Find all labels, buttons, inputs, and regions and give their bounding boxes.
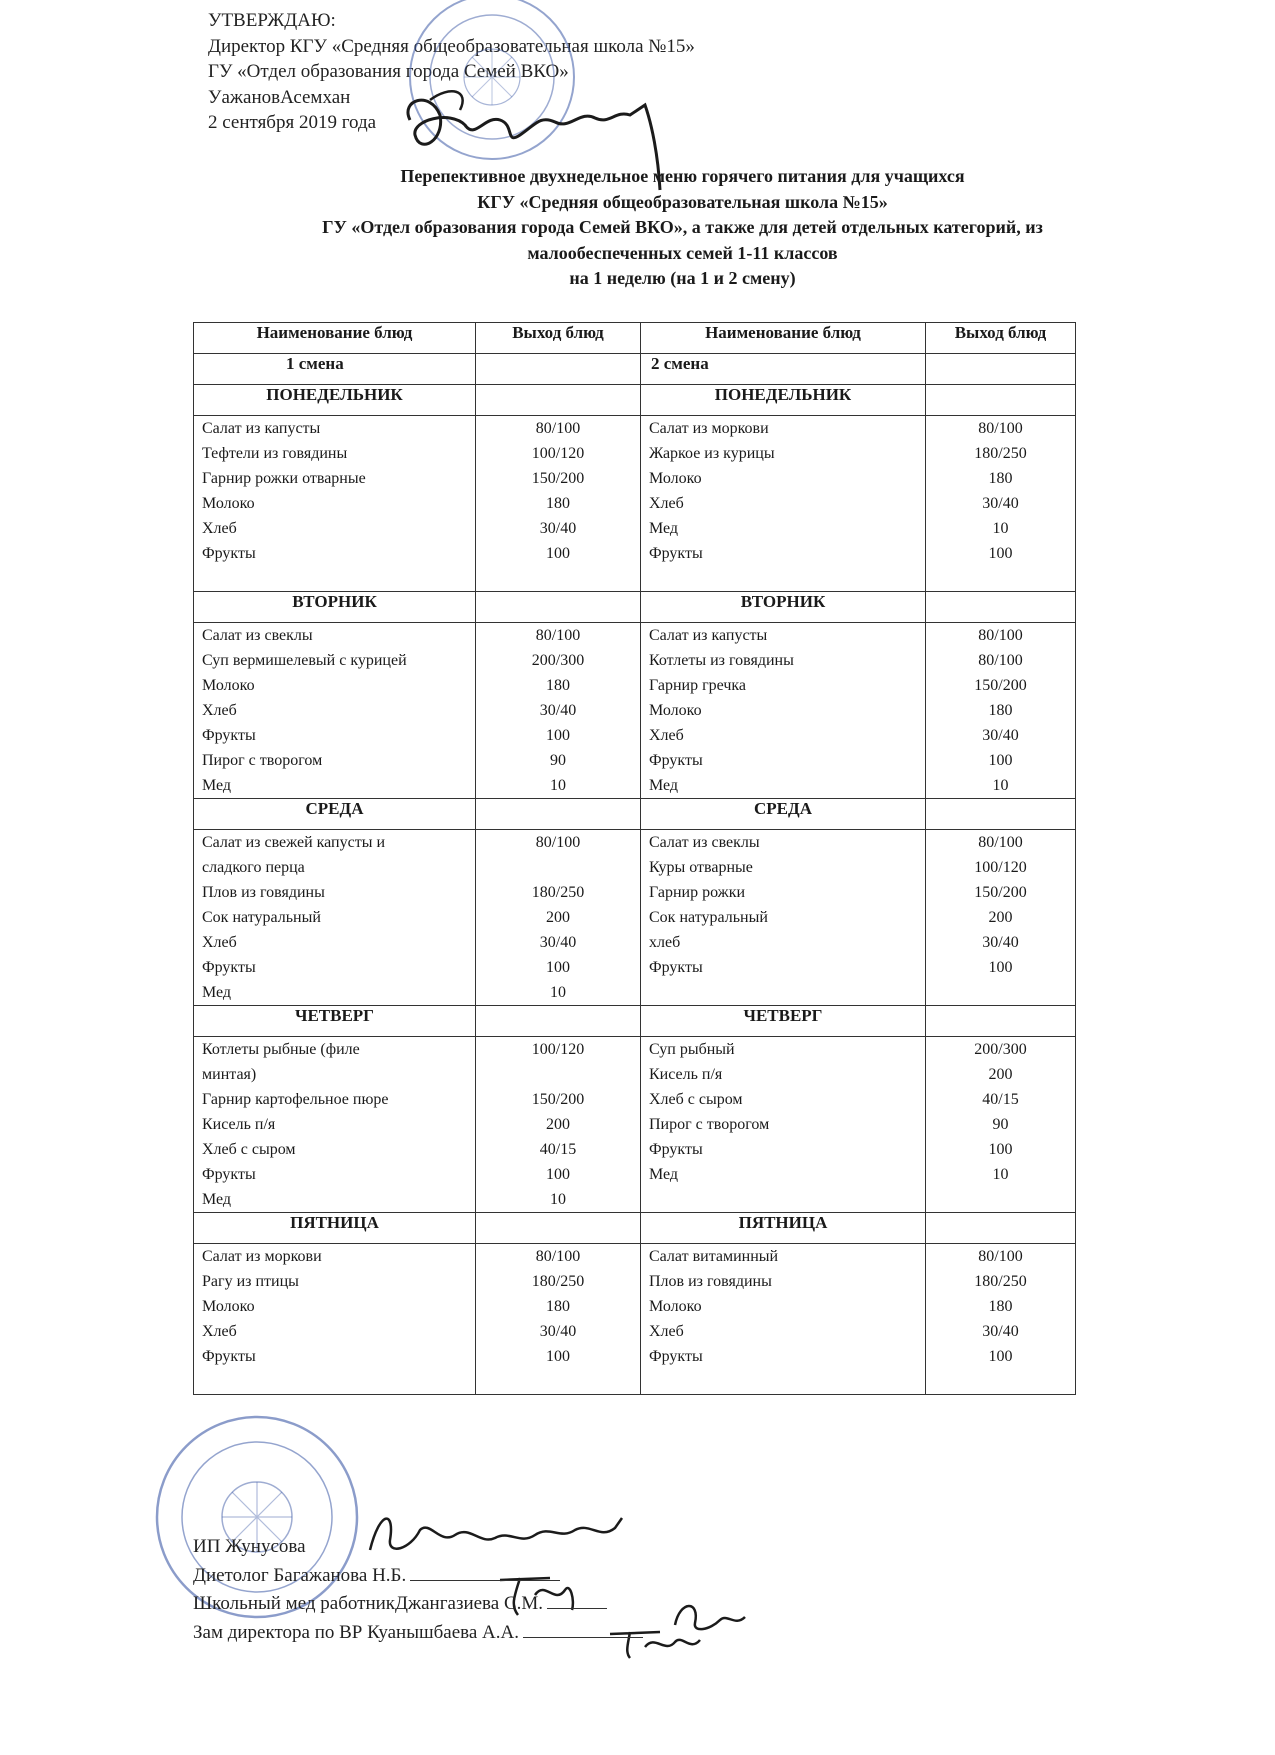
header-portion-1: Выход блюд [476,323,641,354]
dish-portion: 80/100 [978,1248,1023,1265]
dish-name: Салат из капусты [649,627,768,644]
day-empty [926,1213,1076,1244]
dish-name: Мед [202,1191,232,1208]
dish-portion: 100 [546,1348,570,1365]
portion-list [926,1037,1076,1213]
dish-portion: 40/15 [539,1141,577,1158]
dish-portion: 150/200 [974,677,1027,694]
dish-portion: 90 [550,752,566,769]
empty-line [476,1369,640,1394]
day-row [194,385,1076,416]
dish-name: Фрукты [202,545,256,562]
dish-portion: 10 [550,984,566,1001]
dish-portion: 200 [988,1066,1013,1083]
dish-name: Хлеб [202,1323,237,1340]
day-empty [476,592,641,623]
dish-name: Пирог с творогом [649,1116,770,1133]
dish-list [641,1244,926,1395]
dish-portion: 200/300 [531,652,585,669]
dish-portion: 100 [988,545,1013,562]
dish-portion [476,855,640,880]
dish-portion: 200 [988,909,1013,926]
approval-date: 2 сентября 2019 года [208,112,377,133]
dish-list [641,623,926,799]
portion-list [476,1244,641,1395]
day-empty [476,1006,641,1037]
sign-ip [193,1533,643,1562]
dish-name: Молоко [202,1298,255,1315]
table-header-row [194,323,1076,354]
dish-portion: 40/15 [982,1091,1019,1108]
approval-director: Директор КГУ «Средняя общеобразовательная школа №15» [208,35,695,57]
dish-portion: 30/40 [982,1323,1019,1340]
dish-name: Фрукты [649,1348,703,1365]
day-items-row [194,1244,1076,1395]
dish-portion: 10 [992,1166,1009,1183]
day-empty [926,1006,1076,1037]
empty-line [194,566,475,591]
title-line-3: ГУ «Отдел образования города Семей ВКО», а также для детей отдельных категорий, из [322,217,1043,237]
dish-portion: 180 [546,495,570,512]
dish-name: Фрукты [202,959,256,976]
dish-name: Гарнир рожки отварные [202,470,366,487]
dish-name: Рагу из птицы [202,1273,299,1290]
day-name-shift-1: СРЕДА [194,799,476,830]
dish-portion: 100/120 [974,859,1027,876]
dish-portion: 100 [546,1166,570,1183]
empty-line [926,566,1075,591]
dish-name: Фрукты [202,727,256,744]
dish-name: Хлеб [649,495,684,512]
dish-portion: 80/100 [978,420,1023,437]
dish-name: Хлеб с сыром [202,1141,296,1158]
dish-name: Молоко [649,702,702,719]
dish-portion: 30/40 [539,1323,577,1340]
dish-list [194,623,476,799]
dish-name: Фрукты [202,1348,256,1365]
empty-line [194,1369,475,1394]
sign-deputy-text: Зам директора по ВР Куанышбаева А.А. [193,1621,519,1643]
dish-list [641,416,926,592]
dish-portion: 180 [546,1298,570,1315]
title-line-1: Перепективное двухнедельное меню горячего питания для учащихся [400,166,965,186]
dish-portion: 200 [546,909,570,926]
portion-list [926,830,1076,1006]
dish-portion: 100 [988,752,1013,769]
day-row [194,1006,1076,1037]
sign-deputy [193,1619,643,1648]
header-dish-name-1: Наименование блюд [194,323,476,354]
dish-portion: 80/100 [978,834,1023,851]
portion-list [476,1037,641,1213]
portion-list [926,416,1076,592]
dish-list [641,1037,926,1213]
dish-name: Молоко [202,495,255,512]
dish-name: Хлеб [202,520,237,537]
dish-portion: 100 [988,1141,1013,1158]
dish-name: Мед [649,1166,679,1183]
dish-portion: 180/250 [974,1273,1027,1290]
portion-list [476,830,641,1006]
dish-name: Кисель п/я [649,1066,723,1083]
dish-portion: 200/300 [974,1041,1027,1058]
day-empty [926,592,1076,623]
dish-name: Котлеты рыбные (филе [202,1041,360,1058]
dish-name: Тефтели из говядины [202,445,348,462]
dish-portion: 30/40 [982,727,1019,744]
dish-name: Салат из капусты [202,420,321,437]
dish-name: Жаркое из курицы [649,445,775,462]
dish-name: Фрукты [202,1166,256,1183]
dish-portion: 80/100 [535,1248,581,1265]
shift-2-label: 2 смена [641,354,926,385]
dish-name: Салат витаминный [649,1248,779,1265]
dish-portion: 180 [988,1298,1013,1315]
day-name-shift-2: ВТОРНИК [641,592,926,623]
dish-name: Сок натуральный [202,909,321,926]
dish-portion: 10 [992,520,1009,537]
dish-name: Молоко [649,470,702,487]
portion-list [476,623,641,799]
sign-medic-text: Школьный мед работникДжангазиева С.М. [193,1593,544,1614]
dish-name: Хлеб [202,934,237,951]
dish-portion: 150/200 [531,1091,585,1108]
dish-portion: 30/40 [982,495,1019,512]
dish-name: Салат из свеклы [202,627,313,644]
dish-portion: 30/40 [539,702,577,719]
dish-name: Салат из моркови [202,1248,322,1265]
title-line-4: малообеспеченных семей 1-11 классов [527,242,838,263]
document-title [200,164,1165,292]
dish-name: Пирог с творогом [202,752,323,769]
dish-name: Салат из моркови [649,420,769,437]
dish-portion: 80/100 [978,627,1023,644]
signature-line [523,1619,643,1638]
approval-department: ГУ «Отдел образования города Семей ВКО» [208,61,569,82]
dish-name: Мед [649,777,679,794]
dish-portion: 180/250 [531,884,585,901]
dish-name: Хлеб [202,702,237,719]
day-name-shift-1: ВТОРНИК [194,592,476,623]
day-name-shift-1: ЧЕТВЕРГ [194,1006,476,1037]
dish-name: Фрукты [649,1141,703,1158]
dish-portion: 90 [992,1116,1009,1133]
empty-line [476,566,640,591]
dish-list [194,1244,476,1395]
portion-list [926,623,1076,799]
dish-name: Суп вермишелевый с курицей [202,652,407,669]
dish-portion: 100/120 [531,445,585,462]
title-line-5: на 1 неделю (на 1 и 2 смену) [569,268,796,288]
dish-name: Кисель п/я [202,1116,276,1133]
sign-medic [193,1590,643,1619]
empty-line [641,980,925,1005]
sign-dietitian-text: Диетолог Багажанова Н.Б. [193,1564,407,1586]
empty-line [641,1187,925,1212]
dish-list [194,416,476,592]
menu-table [193,322,1076,1395]
signature-block [193,1533,643,1647]
day-items-row [194,623,1076,799]
dish-name: Мед [202,984,232,1001]
day-empty [926,799,1076,830]
dish-name: хлеб [649,934,681,951]
day-name-shift-1: ПЯТНИЦА [194,1213,476,1244]
dish-portion: 30/40 [539,934,577,951]
portion-list [476,416,641,592]
dish-name: Мед [649,520,679,537]
day-items-row [194,830,1076,1006]
empty-line [926,1369,1075,1394]
signature-line [547,1590,607,1609]
dish-name: Котлеты из говядины [649,652,794,669]
day-name-shift-2: ПЯТНИЦА [641,1213,926,1244]
dish-name: минтая) [202,1066,257,1083]
dish-name: Хлеб [649,727,684,744]
day-empty [476,799,641,830]
dish-name: Сок натуральный [649,909,768,926]
day-empty [476,385,641,416]
signature-line [410,1562,560,1581]
dish-list [641,830,926,1006]
dish-list [194,1037,476,1213]
dish-list [194,830,476,1006]
dish-name: Суп рыбный [649,1041,735,1058]
dish-portion: 10 [550,777,566,794]
approval-block [208,8,695,136]
dish-name: Салат из свежей капусты и [202,834,386,851]
dish-portion: 180 [988,470,1013,487]
empty-line [926,980,1075,1005]
sign-ip-text: ИП Жунусова [193,1536,306,1557]
dish-portion: 180/250 [974,445,1027,462]
shift-2-empty [926,354,1076,385]
title-line-2: КГУ «Средняя общеобразовательная школа №15» [477,191,888,212]
dish-portion: 100 [988,1348,1013,1365]
dish-name: Мед [202,777,232,794]
dish-portion: 150/200 [974,884,1027,901]
dish-name: Фрукты [649,752,703,769]
dish-name: Плов из говядины [202,884,325,901]
dish-portion: 100 [988,959,1013,976]
dish-name: Фрукты [649,959,703,976]
dish-portion: 80/100 [535,834,581,851]
header-portion-2: Выход блюд [926,323,1076,354]
empty-line [641,566,925,591]
dish-name: Плов из говядины [649,1273,772,1290]
medic-signature [665,1595,755,1640]
day-row [194,1213,1076,1244]
day-items-row [194,1037,1076,1213]
day-empty [476,1213,641,1244]
day-name-shift-2: СРЕДА [641,799,926,830]
dish-portion: 30/40 [982,934,1019,951]
day-row [194,592,1076,623]
day-row [194,799,1076,830]
dish-portion: 100 [546,727,570,744]
dish-name: Гарнир картофельное пюре [202,1091,389,1108]
dish-portion [476,1062,640,1087]
portion-list [926,1244,1076,1395]
dish-name: Хлеб с сыром [649,1091,743,1108]
dish-portion: 10 [550,1191,566,1208]
header-dish-name-2: Наименование блюд [641,323,926,354]
dish-name: Хлеб [649,1323,684,1340]
dish-portion: 80/100 [978,652,1023,669]
dish-portion: 180 [988,702,1013,719]
dish-portion: 180 [546,677,570,694]
day-name-shift-2: ПОНЕДЕЛЬНИК [641,385,926,416]
shift-1-empty [476,354,641,385]
dish-name: Куры отварные [649,859,753,876]
empty-line [926,1187,1075,1212]
day-empty [926,385,1076,416]
day-name-shift-2: ЧЕТВЕРГ [641,1006,926,1037]
dish-portion: 10 [992,777,1009,794]
dish-portion: 30/40 [539,520,577,537]
dish-name: Фрукты [649,545,703,562]
approval-name: УажановАсемхан [208,86,351,108]
dish-name: Молоко [649,1298,702,1315]
day-items-row [194,416,1076,592]
day-name-shift-1: ПОНЕДЕЛЬНИК [194,385,476,416]
dish-portion: 180/250 [531,1273,585,1290]
dish-portion: 80/100 [535,627,581,644]
dish-portion: 80/100 [535,420,581,437]
dish-name: Салат из свеклы [649,834,760,851]
shift-1-label: 1 смена [194,354,476,385]
approval-heading: УТВЕРЖДАЮ: [208,10,336,31]
shift-row [194,354,1076,385]
sign-dietitian [193,1562,643,1591]
dish-portion: 100/120 [531,1041,585,1058]
dish-portion: 100 [546,545,570,562]
dish-portion: 150/200 [531,470,585,487]
dish-name: Молоко [202,677,255,694]
dish-name: Гарнир гречка [649,677,747,694]
dish-name: Гарнир рожки [649,884,746,901]
dish-name: сладкого перца [202,859,305,876]
empty-line [641,1369,925,1394]
dish-portion: 200 [546,1116,570,1133]
dish-portion: 100 [546,959,570,976]
